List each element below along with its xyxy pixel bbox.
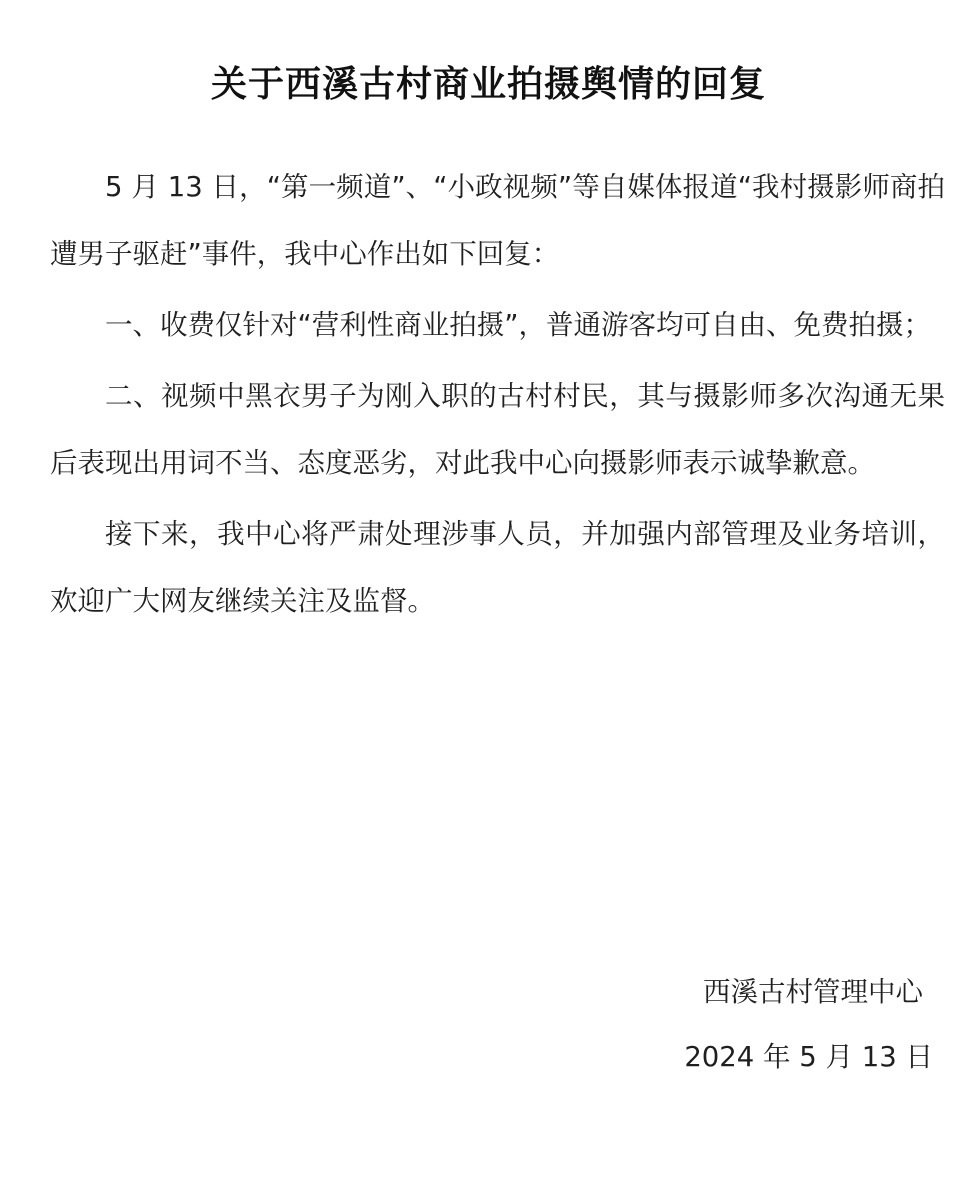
paragraph-intro: 5 月 13 日，“第一频道”、“小政视频”等自媒体报道“我村摄影师商拍遭男子驱赶”事件，我中心作出如下回复： — [50, 171, 945, 270]
signature-date: 2024 年 5 月 13 日 — [684, 1041, 933, 1073]
signature-organization: 西溪古村管理中心 — [703, 976, 923, 1008]
paragraph-point-two: 二、视频中黑衣男子为刚入职的古村村民，其与摄影师多次沟通无果后表现出用词不当、态度恶劣，对此我中心向摄影师表示诚挚歉意。 — [50, 380, 945, 479]
document-body — [50, 154, 945, 639]
paragraph-closing: 接下来，我中心将严肃处理涉事人员，并加强内部管理及业务培训，欢迎广大网友继续关注及监督。 — [50, 518, 945, 617]
paragraph-point-one: 一、收费仅针对“营利性商业拍摄”，普通游客均可自由、免费拍摄； — [105, 309, 931, 341]
document-title: 关于西溪古村商业拍摄舆情的回复 — [210, 63, 766, 105]
